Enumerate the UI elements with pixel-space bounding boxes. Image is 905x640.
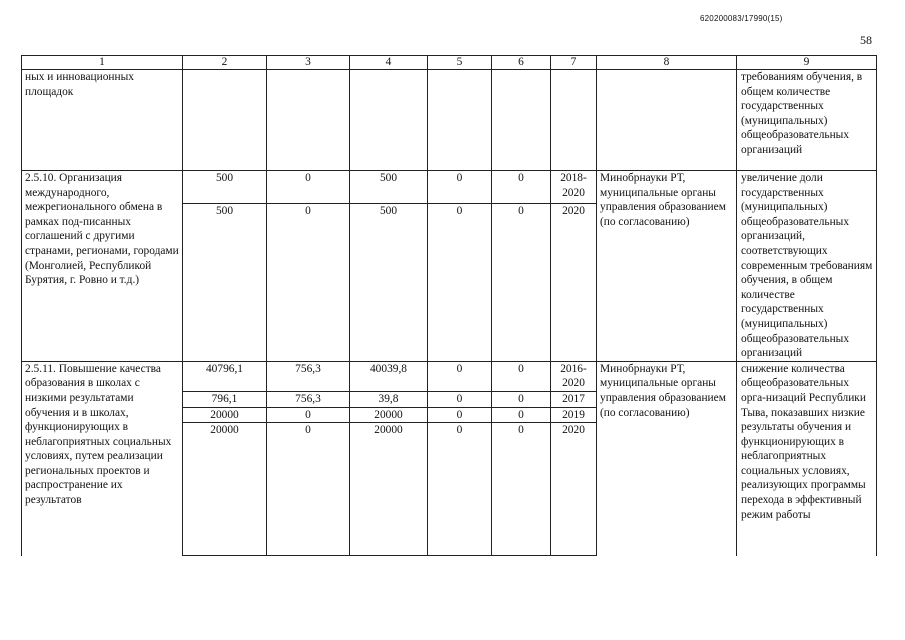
value-cell: 0: [492, 203, 551, 361]
value-cell: 39,8: [350, 391, 428, 407]
col-header-3: 3: [267, 56, 350, 70]
value-cell: 0: [267, 171, 350, 204]
col-header-2: 2: [183, 56, 267, 70]
document-id: 620200083/17990(15): [700, 14, 783, 23]
value-cell: 20000: [350, 407, 428, 423]
value-cell: 500: [350, 171, 428, 204]
value-cell: 0: [492, 407, 551, 423]
cont-result-cell: требованиям обучения, в общем количестве государственных (муниципальных) общеобразовательных организаций: [737, 70, 877, 171]
cont-activity-cell: ных и инновационных площадок: [22, 70, 183, 171]
col-header-4: 4: [350, 56, 428, 70]
executor-2-5-10: Минобрнауки РТ, муниципальные органы управления образованием (по согласованию): [597, 171, 737, 362]
page-number: 58: [860, 33, 872, 47]
col-header-9: 9: [737, 56, 877, 70]
result-2-5-10: увеличение доли государственных (муниципальных) общеобразовательных организаций, соответствующих современным требованиям обучения, в общем количестве государственных (муниципальных) общеобразовательных организаций: [737, 171, 877, 362]
year-cell: 2017: [551, 391, 597, 407]
value-cell: 796,1: [183, 391, 267, 407]
col-header-7: 7: [551, 56, 597, 70]
value-cell: 40796,1: [183, 361, 267, 391]
value-cell: 500: [183, 171, 267, 204]
year-cell: 2018-2020: [551, 171, 597, 204]
value-cell: 20000: [183, 423, 267, 556]
col-header-1: 1: [22, 56, 183, 70]
value-cell: 0: [428, 171, 492, 204]
value-cell: 0: [267, 423, 350, 556]
year-cell: 2020: [551, 423, 597, 556]
value-cell: 0: [492, 391, 551, 407]
table-row-continuation: [22, 70, 877, 171]
value-cell: 756,3: [267, 361, 350, 391]
year-cell: 2016-2020: [551, 361, 597, 391]
value-cell: 0: [428, 391, 492, 407]
year-cell: 2020: [551, 203, 597, 361]
value-cell: 0: [428, 203, 492, 361]
program-table: [21, 55, 877, 556]
column-header-row: [22, 56, 877, 70]
value-cell: 0: [492, 171, 551, 204]
value-cell: 40039,8: [350, 361, 428, 391]
value-cell: 0: [492, 423, 551, 556]
activity-2-5-11: 2.5.11. Повышение качества образования в школах с низкими результатами обучения и в школах, функционирующих в неблагоприятных социальных условиях, путем реализации региональных проектов и распространение их результатов: [22, 361, 183, 555]
value-cell: 500: [350, 203, 428, 361]
activity-2-5-10: 2.5.10. Организация международного, межрегионального обмена в рамках под-писанных соглашений с другими странами, регионами, городами (Монголией, Республикой Бурятия, г. Ровно и т.д.): [22, 171, 183, 362]
executor-2-5-11: Минобрнауки РТ, муниципальные органы управления образованием (по согласованию): [597, 361, 737, 555]
value-cell: 0: [267, 407, 350, 423]
value-cell: 0: [428, 423, 492, 556]
value-cell: 0: [428, 407, 492, 423]
table-row-2-5-10: [22, 171, 877, 204]
col-header-5: 5: [428, 56, 492, 70]
table-row-2-5-11: [22, 361, 877, 391]
value-cell: 20000: [350, 423, 428, 556]
value-cell: 756,3: [267, 391, 350, 407]
col-header-8: 8: [597, 56, 737, 70]
value-cell: 20000: [183, 407, 267, 423]
col-header-6: 6: [492, 56, 551, 70]
value-cell: 0: [492, 361, 551, 391]
result-2-5-11: снижение количества общеобразовательных орга-низаций Республики Тыва, показавших низкие результаты обучения и функционирующих в неблагоприятных социальных условиях, реализующих программы перехода в эффективный режим работы: [737, 361, 877, 555]
value-cell: 0: [267, 203, 350, 361]
year-cell: 2019: [551, 407, 597, 423]
value-cell: 500: [183, 203, 267, 361]
value-cell: 0: [428, 361, 492, 391]
